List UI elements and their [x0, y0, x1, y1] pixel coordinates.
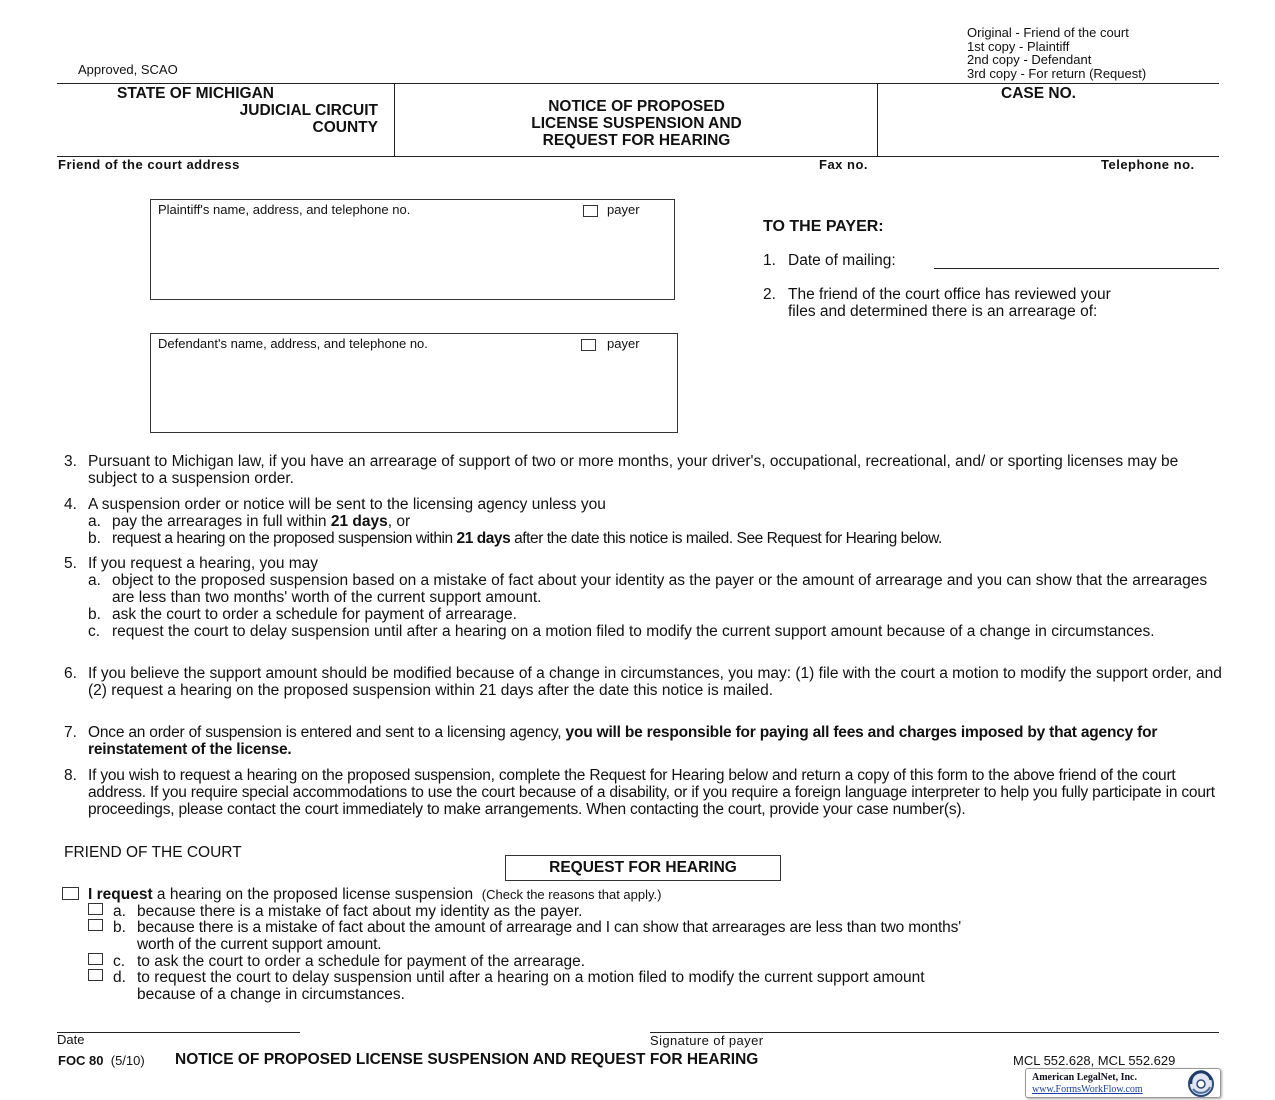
option-d-line-2: because of a change in circumstances. — [137, 986, 405, 1003]
item-5a — [88, 572, 1224, 606]
circuit-label: JUDICIAL CIRCUIT — [239, 102, 378, 119]
item-7-pre: Once an order of suspension is entered and sent to a licensing agency, — [88, 724, 566, 741]
mailing-date-label: Date of mailing: — [788, 252, 896, 269]
item-6 — [64, 665, 1224, 699]
item-5-number: 5. — [64, 555, 77, 572]
case-no-field[interactable] — [900, 104, 1210, 150]
mcl-reference: MCL 552.628, MCL 552.629 — [1013, 1053, 1176, 1068]
item-6-text: If you believe the support amount should be modified because of a change in circumstances, you may: (1) file with the court a motion to modify the support order, and (2) request a hearing on the proposed suspension within 21 days after the date this notice is mailed. — [88, 665, 1222, 699]
form-title — [396, 98, 877, 149]
request-main-body: a hearing on the proposed license suspension — [152, 886, 474, 903]
arrearage-text-line-2: files and determined there is an arrearage of: — [788, 303, 1098, 320]
distribution-first-copy: 1st copy - Plaintiff — [967, 38, 1070, 54]
distribution-third-copy: 3rd copy - For return (Request) — [967, 65, 1147, 81]
defendant-payer-checkbox[interactable] — [581, 339, 596, 351]
option-c-checkbox[interactable] — [88, 953, 103, 965]
item-7 — [64, 724, 1224, 758]
option-b-line-1: because there is a mistake of fact about the amount of arrearage and I can show that arrearages are less than two months' — [137, 919, 962, 936]
request-title-box — [505, 855, 781, 881]
plaintiff-label: Plaintiff's name, address, and telephone no. — [158, 202, 411, 217]
distribution-original: Original - Friend of the court — [967, 25, 1129, 40]
item-4a — [88, 513, 1224, 530]
legalnet-badge[interactable] — [1025, 1068, 1221, 1098]
request-title: REQUEST FOR HEARING — [549, 859, 737, 876]
item-4a-letter: a. — [88, 513, 101, 530]
option-d-line-1: to request the court to delay suspension until after a hearing on a motion filed to modify the current support amount — [137, 969, 925, 986]
item-3 — [64, 453, 1224, 487]
item-5b-text: ask the court to order a schedule for payment of arrearage. — [112, 606, 517, 623]
item-4 — [64, 496, 1224, 547]
item-2-number: 2. — [763, 286, 776, 303]
item-3-number: 3. — [64, 453, 77, 470]
item-5b-letter: b. — [88, 606, 101, 623]
item-4b-text — [112, 530, 1224, 547]
case-no-label: CASE NO. — [1001, 85, 1076, 102]
footer-title: NOTICE OF PROPOSED LICENSE SUSPENSION AND REQUEST FOR HEARING — [175, 1051, 759, 1068]
item-5 — [64, 555, 1224, 640]
header-divider-left — [394, 83, 395, 157]
option-d-letter: d. — [113, 969, 126, 986]
badge-url[interactable]: www.FormsWorkFlow.com — [1032, 1084, 1143, 1095]
plaintiff-payer-label: payer — [607, 202, 640, 217]
arrearage-text — [788, 286, 1111, 320]
item-3-text: Pursuant to Michigan law, if you have an arrearage of support of two or more months, your driver's, occupational, recreational, and/ or sporting licenses may be subject to a suspension order. — [88, 453, 1179, 487]
distribution-second-copy: 2nd copy - Defendant — [967, 52, 1092, 67]
plaintiff-payer-checkbox[interactable] — [583, 205, 598, 217]
fax-label: Fax no. — [819, 157, 869, 172]
item-4b — [88, 530, 1224, 547]
arrearage-text-line-1: The friend of the court office has reviewed your — [788, 286, 1111, 303]
distribution-list — [967, 26, 1146, 80]
form-number-code: FOC 80 — [58, 1053, 104, 1068]
item-5b — [88, 606, 1224, 623]
option-a-letter: a. — [113, 903, 126, 920]
form-revision: (5/10) — [110, 1053, 145, 1068]
form-title-line-2: LICENSE SUSPENSION AND — [531, 115, 742, 132]
option-c-letter: c. — [113, 953, 126, 970]
item-4b-pre: request a hearing on the proposed suspension within — [112, 530, 457, 547]
option-a-text: because there is a mistake of fact about my identity as the payer. — [137, 903, 583, 920]
telephone-label: Telephone no. — [1101, 157, 1195, 172]
county-label: COUNTY — [312, 119, 378, 136]
item-6-number: 6. — [64, 665, 77, 682]
item-8 — [64, 767, 1224, 818]
badge-name: American LegalNet, Inc. — [1032, 1072, 1137, 1083]
item-5-text: If you request a hearing, you may — [88, 555, 319, 572]
item-8-text: If you wish to request a hearing on the proposed suspension, complete the Request for Hearing below and return a copy of this form to the above friend of the court address. If you require special accommodations to use the court because of a disability, or if you require a foreign language interpreter to help you fully participate in court proceedings, please contact the court immediately to make arrangements. When contacting the court, provide your case number(s). — [88, 767, 1215, 818]
item-4-number: 4. — [64, 496, 77, 513]
state-label: STATE OF MICHIGAN — [117, 85, 274, 102]
option-b-checkbox[interactable] — [88, 919, 103, 931]
request-main-bold: I request — [88, 886, 153, 903]
defendant-label: Defendant's name, address, and telephone no. — [158, 336, 428, 351]
defendant-payer-label: payer — [607, 336, 640, 351]
mailing-date-field[interactable] — [934, 268, 1219, 269]
form-title-line-1: NOTICE OF PROPOSED — [548, 98, 725, 115]
item-4b-post: after the date this notice is mailed. See Request for Hearing below. — [510, 530, 942, 547]
option-b-line-2: worth of the current support amount. — [137, 936, 382, 953]
option-b-letter: b. — [113, 919, 126, 936]
request-main-checkbox[interactable] — [62, 887, 79, 900]
request-main-note: (Check the reasons that apply.) — [481, 887, 662, 902]
header-divider-right — [877, 83, 878, 157]
foc-address-label: Friend of the court address — [58, 157, 240, 172]
item-5a-text: object to the proposed suspension based on a mistake of fact about your identity as the payer or the amount of arrearage and you can show that the arrearages are less than two months' worth of the current support amount. — [112, 572, 1208, 606]
header-top-rule — [57, 83, 1219, 84]
form-title-line-3: REQUEST FOR HEARING — [542, 132, 731, 149]
plaintiff-box[interactable] — [150, 199, 675, 300]
item-8-number: 8. — [64, 767, 77, 784]
item-4b-days: 21 days — [456, 530, 511, 547]
item-4a-pre: pay the arrearages in full within — [112, 513, 331, 530]
court-info — [60, 85, 378, 136]
item-7-bold: you will be responsible for paying all fees and charges imposed by that agency for reinstatement of the license. — [88, 724, 1158, 758]
item-5c-letter: c. — [88, 623, 101, 640]
item-1-number: 1. — [763, 252, 776, 269]
to-payer-heading: TO THE PAYER: — [763, 218, 884, 235]
item-5c — [88, 623, 1224, 640]
option-a-checkbox[interactable] — [88, 903, 103, 915]
globe-icon — [1183, 1070, 1219, 1098]
item-4a-text — [112, 513, 1224, 530]
item-7-text — [88, 724, 1224, 758]
date-label: Date — [57, 1032, 85, 1047]
signature-label: Signature of payer — [650, 1033, 764, 1048]
item-5c-text: request the court to delay suspension until after a hearing on a motion filed to modify the current support amount because of a change in circumstances. — [112, 623, 1155, 640]
approved-label: Approved, SCAO — [78, 62, 178, 77]
request-main-text — [88, 886, 661, 903]
foc-label: FRIEND OF THE COURT — [64, 844, 242, 861]
item-7-number: 7. — [64, 724, 77, 741]
item-4a-days: 21 days — [330, 513, 388, 530]
item-4-text: A suspension order or notice will be sent to the licensing agency unless you — [88, 496, 606, 513]
item-5a-letter: a. — [88, 572, 101, 589]
item-4a-post: , or — [387, 513, 411, 530]
form-number — [58, 1053, 145, 1068]
defendant-box[interactable] — [150, 333, 678, 433]
option-d-text — [137, 969, 925, 1003]
item-4b-letter: b. — [88, 530, 101, 547]
option-b-text — [137, 919, 961, 953]
option-d-checkbox[interactable] — [88, 969, 103, 981]
option-c-text: to ask the court to order a schedule for payment of the arrearage. — [137, 953, 586, 970]
date-field[interactable] — [57, 1032, 300, 1033]
